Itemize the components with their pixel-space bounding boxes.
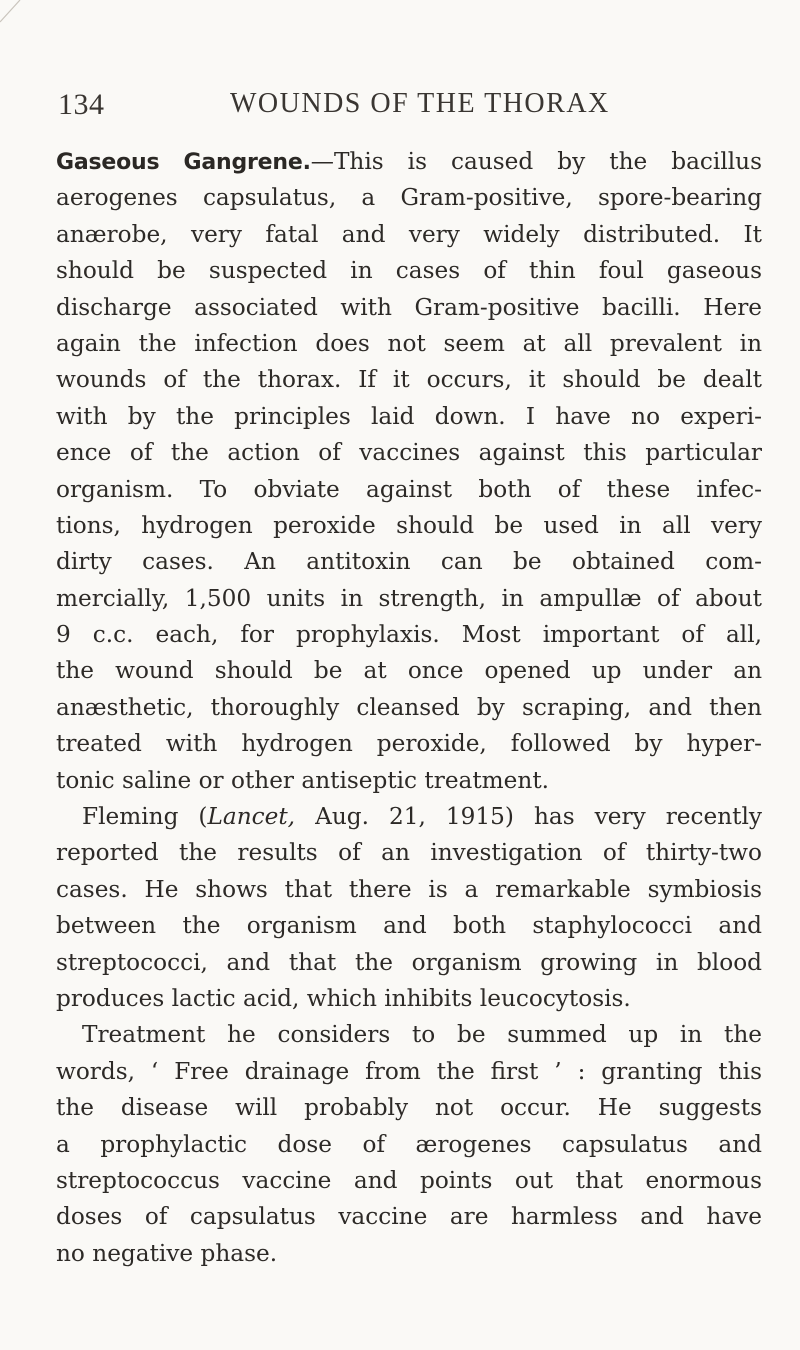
text-line: with by the principles laid down. I have no experi- [56,402,762,430]
text-line: anærobe, very fatal and very widely distributed. It [56,220,762,248]
text-line: no negative phase. [56,1239,278,1267]
text-line: tonic saline or other antiseptic treatment. [56,766,550,794]
text-line: wounds of the thorax. If it occurs, it should be dealt [56,366,762,394]
text-line: reported the results of an investigation of thirty-two [56,839,762,867]
text-run: Fleming ( [82,803,208,831]
text-line: streptococci, and that the organism growing in blood [56,948,762,976]
text-line: anæsthetic, thoroughly cleansed by scraping, and then [56,693,762,721]
page-number: 134 [58,88,105,121]
text-line: dirty cases. An antitoxin can be obtained com- [56,548,762,576]
text-line: produces lactic acid, which inhibits leucocytosis. [56,984,631,1012]
text-line: treated with hydrogen peroxide, followed by hyper- [56,730,762,758]
text-line: doses of capsulatus vaccine are harmless and have [56,1203,762,1231]
text-line: Treatment he considers to be summed up in the [82,1021,762,1049]
text-line: cases. He shows that there is a remarkable symbiosis [56,875,762,903]
page-corner-mark [0,0,24,24]
text-run: —This is caused by the bacillus [310,148,763,175]
body-text [56,144,762,1272]
text-line: discharge associated with Gram-positive bacilli. Here [56,293,762,321]
running-head [58,88,758,128]
text-line [56,144,762,180]
running-title: WOUNDS OF THE THORAX [230,88,610,119]
text-line: should be suspected in cases of thin foul gaseous [56,257,762,285]
text-line [56,799,762,835]
text-line: 9 c.c. each, for prophylaxis. Most important of all, [56,621,762,649]
text-line: ence of the action of vaccines against this particular [56,439,762,467]
section-heading: Gaseous Gangrene. [56,150,311,175]
text-line: between the organism and both staphylococci and [56,912,762,940]
text-line: words, ‘ Free drainage from the first ’ : granting this [56,1057,762,1085]
text-line: streptococcus vaccine and points out that enormous [56,1166,762,1194]
text-line: mercially, 1,500 units in strength, in ampullæ of about [56,584,762,612]
text-line: the disease will probably not occur. He suggests [56,1094,762,1122]
text-line: aerogenes capsulatus, a Gram-positive, spore-bearing [56,184,762,212]
text-line: a prophylactic dose of ærogenes capsulatus and [56,1130,762,1158]
citation-title: Lancet, [207,803,296,831]
text-line: again the infection does not seem at all prevalent in [56,329,762,357]
text-line: organism. To obviate against both of these infec- [56,475,762,503]
text-line: tions, hydrogen peroxide should be used in all very [56,511,762,539]
text-line: the wound should be at once opened up under an [56,657,762,685]
text-run: Aug. 21, 1915) has very recently [295,803,762,831]
